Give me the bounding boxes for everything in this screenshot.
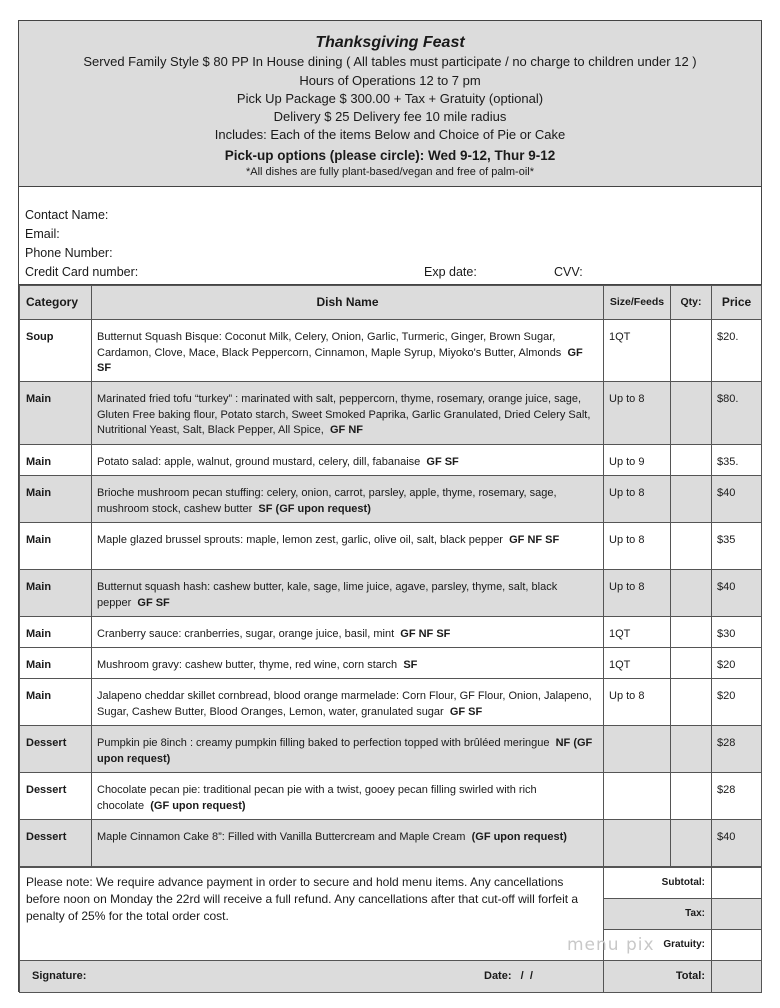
diet-tags: GF NF SF — [509, 534, 560, 546]
row-dish — [92, 476, 604, 523]
row-category: Dessert — [20, 726, 92, 773]
table-row — [20, 726, 762, 773]
dish-description: Butternut Squash Bisque: Coconut Milk, Celery, Onion, Garlic, Turmeric, Ginger, Brown Sugar, Cardamon, Clove, Mace, Black Peppercorn, Cinnamon, Maple Syrup, Miyoko's Butter, Almonds — [97, 331, 562, 359]
row-price: $28 — [712, 773, 762, 820]
row-category: Main — [20, 445, 92, 476]
row-dish — [92, 445, 604, 476]
diet-tags: NF (GF upon request) — [97, 737, 593, 765]
dish-description: Maple Cinnamon Cake 8”: Filled with Vanilla Buttercream and Maple Cream — [97, 831, 466, 843]
row-qty-input[interactable] — [671, 445, 712, 476]
form-title: Thanksgiving Feast — [315, 34, 465, 51]
row-size — [604, 726, 671, 773]
diet-tags: (GF upon request) — [150, 799, 246, 812]
row-category: Main — [20, 570, 92, 617]
row-category: Main — [20, 476, 92, 523]
dish-description: Pumpkin pie 8inch : creamy pumpkin filling baked to perfection topped with brûléed meringue — [97, 737, 550, 749]
totals-table — [19, 867, 762, 993]
row-size: Up to 8 — [604, 382, 671, 445]
table-row — [20, 773, 762, 820]
total-input[interactable] — [712, 961, 762, 993]
column-header-qty: Qty: — [671, 286, 712, 320]
header-line: Served Family Style $ 80 PP In House dining ( All tables must participate / no charge to children under 12 ) — [83, 54, 697, 70]
row-category: Dessert — [20, 820, 92, 867]
row-dish — [92, 726, 604, 773]
subtotal-input[interactable] — [712, 868, 762, 899]
diet-tags: GF SF — [137, 596, 170, 609]
row-size — [604, 820, 671, 867]
signature-row[interactable] — [20, 961, 604, 993]
table-row — [20, 648, 762, 679]
dish-description: Brioche mushroom pecan stuffing: celery, onion, carrot, parsley, apple, thyme, rosemary, sage, mushroom stock, cashew butter — [97, 487, 557, 515]
row-price: $20. — [712, 320, 762, 382]
row-dish — [92, 617, 604, 648]
row-qty-input[interactable] — [671, 726, 712, 773]
row-price: $30 — [712, 617, 762, 648]
cvv-field[interactable]: CVV: — [554, 265, 583, 279]
row-price: $40 — [712, 476, 762, 523]
diet-tags: (GF upon request) — [471, 831, 567, 843]
table-row — [20, 320, 762, 382]
diet-tags: GF NF SF — [400, 628, 451, 640]
row-size: Up to 9 — [604, 445, 671, 476]
row-size: 1QT — [604, 320, 671, 382]
order-form — [18, 20, 762, 992]
watermark: menu pix — [567, 935, 655, 955]
row-dish — [92, 820, 604, 867]
dish-description: Marinated fried tofu “turkey” : marinated with salt, peppercorn, thyme, rosemary, orange juice, sage, Gluten Free baking flour, Potato starch, Sweet Smoked Paprika, Garlic Granulated, Dried Celery Salt, Nutritional Yeast, Salt, Black Pepper, All Spice, — [97, 393, 591, 436]
row-qty-input[interactable] — [671, 523, 712, 570]
row-qty-input[interactable] — [671, 382, 712, 445]
table-row — [20, 445, 762, 476]
row-size: 1QT — [604, 648, 671, 679]
row-category: Main — [20, 679, 92, 726]
table-row — [20, 382, 762, 445]
signature-label: Signature: — [32, 969, 87, 982]
column-header-category: Category — [20, 286, 92, 320]
row-category: Main — [20, 617, 92, 648]
tax-label: Tax: — [604, 899, 712, 930]
tax-input[interactable] — [712, 899, 762, 930]
diet-tags: SF — [403, 659, 418, 671]
table-row — [20, 679, 762, 726]
form-header — [19, 21, 761, 187]
gratuity-label: Gratuity: — [604, 930, 712, 961]
row-size — [604, 773, 671, 820]
exp-date-field[interactable]: Exp date: — [424, 265, 477, 279]
cancellation-note: Please note: We require advance payment in order to secure and hold menu items. Any cancellations before noon on Monday the 22rd will receive a full refund. Any cancellations after that cut-off will forfeit a penalty of 25% for the total order cost. — [20, 868, 604, 961]
dish-description: Maple glazed brussel sprouts: maple, lemon zest, garlic, olive oil, salt, black pepper — [97, 534, 503, 546]
column-header-size: Size/Feeds — [604, 286, 671, 320]
gratuity-input[interactable] — [712, 930, 762, 961]
row-price: $40 — [712, 570, 762, 617]
diet-tags: GF SF — [97, 346, 583, 374]
row-dish — [92, 523, 604, 570]
column-header-price: Price — [712, 286, 762, 320]
contact-name-field[interactable]: Contact Name: — [25, 208, 109, 222]
table-row — [20, 617, 762, 648]
email-field[interactable]: Email: — [25, 227, 60, 241]
row-price: $80. — [712, 382, 762, 445]
row-dish — [92, 773, 604, 820]
table-row — [20, 523, 762, 570]
row-size: Up to 8 — [604, 679, 671, 726]
table-row — [20, 570, 762, 617]
diet-tags: GF SF — [426, 456, 459, 468]
header-line: Hours of Operations 12 to 7 pm — [299, 72, 481, 88]
row-category: Main — [20, 523, 92, 570]
diet-tags: GF NF — [329, 424, 363, 436]
row-category: Dessert — [20, 773, 92, 820]
total-label: Total: — [604, 961, 712, 993]
date-label: Date: / / — [484, 969, 533, 982]
table-row — [20, 476, 762, 523]
vegan-note: *All dishes are fully plant-based/vegan and free of palm-oil* — [246, 166, 534, 179]
row-dish — [92, 679, 604, 726]
row-price: $40 — [712, 820, 762, 867]
row-qty-input[interactable] — [671, 648, 712, 679]
row-category: Main — [20, 382, 92, 445]
row-category: Soup — [20, 320, 92, 382]
dish-description: Mushroom gravy: cashew butter, thyme, red wine, corn starch — [97, 659, 398, 671]
row-qty-input[interactable] — [671, 320, 712, 382]
row-category: Main — [20, 648, 92, 679]
row-qty-input[interactable] — [671, 570, 712, 617]
dish-description: Chocolate pecan pie: traditional pecan pie with a twist, gooey pecan filling swirled with rich chocolate — [97, 784, 537, 812]
row-price: $28 — [712, 726, 762, 773]
row-size: Up to 8 — [604, 570, 671, 617]
row-qty-input[interactable] — [671, 476, 712, 523]
column-header-dish: Dish Name — [92, 286, 604, 320]
diet-tags: SF (GF upon request) — [258, 502, 371, 515]
row-dish — [92, 382, 604, 445]
row-qty-input[interactable] — [671, 617, 712, 648]
contact-section — [19, 187, 761, 285]
row-qty-input[interactable] — [671, 773, 712, 820]
credit-card-field[interactable]: Credit Card number: — [25, 265, 139, 279]
row-size: Up to 8 — [604, 476, 671, 523]
phone-field[interactable]: Phone Number: — [25, 246, 113, 260]
dish-description: Potato salad: apple, walnut, ground mustard, celery, dill, fabanaise — [97, 456, 421, 468]
menu-table — [19, 285, 762, 867]
row-size: Up to 8 — [604, 523, 671, 570]
table-row — [20, 820, 762, 867]
header-line: Pick Up Package $ 300.00 + Tax + Gratuity (optional) — [236, 90, 544, 106]
row-qty-input[interactable] — [671, 820, 712, 867]
row-price: $35. — [712, 445, 762, 476]
header-line: Delivery $ 25 Delivery fee 10 mile radius — [273, 109, 507, 125]
dish-description: Butternut squash hash: cashew butter, kale, sage, lime juice, agave, parsley, thyme, salt, black pepper — [97, 581, 558, 609]
dish-description: Jalapeno cheddar skillet cornbread, blood orange marmelade: Corn Flour, GF Flour, Onion, Jalapeno, Sugar, Cashew Butter, Blood Oranges, Lemon, water, granulated sugar — [97, 690, 592, 718]
row-size: 1QT — [604, 617, 671, 648]
row-dish — [92, 570, 604, 617]
dish-description: Cranberry sauce: cranberries, sugar, orange juice, basil, mint — [97, 628, 395, 640]
row-dish — [92, 648, 604, 679]
header-line: Includes: Each of the items Below and Choice of Pie or Cake — [214, 127, 566, 143]
row-qty-input[interactable] — [671, 679, 712, 726]
row-price: $20 — [712, 648, 762, 679]
row-price: $35 — [712, 523, 762, 570]
pickup-options: Pick-up options (please circle): Wed 9-12, Thur 9-12 — [224, 147, 556, 163]
diet-tags: GF SF — [449, 705, 483, 718]
row-dish — [92, 320, 604, 382]
subtotal-label: Subtotal: — [604, 868, 712, 899]
row-price: $20 — [712, 679, 762, 726]
